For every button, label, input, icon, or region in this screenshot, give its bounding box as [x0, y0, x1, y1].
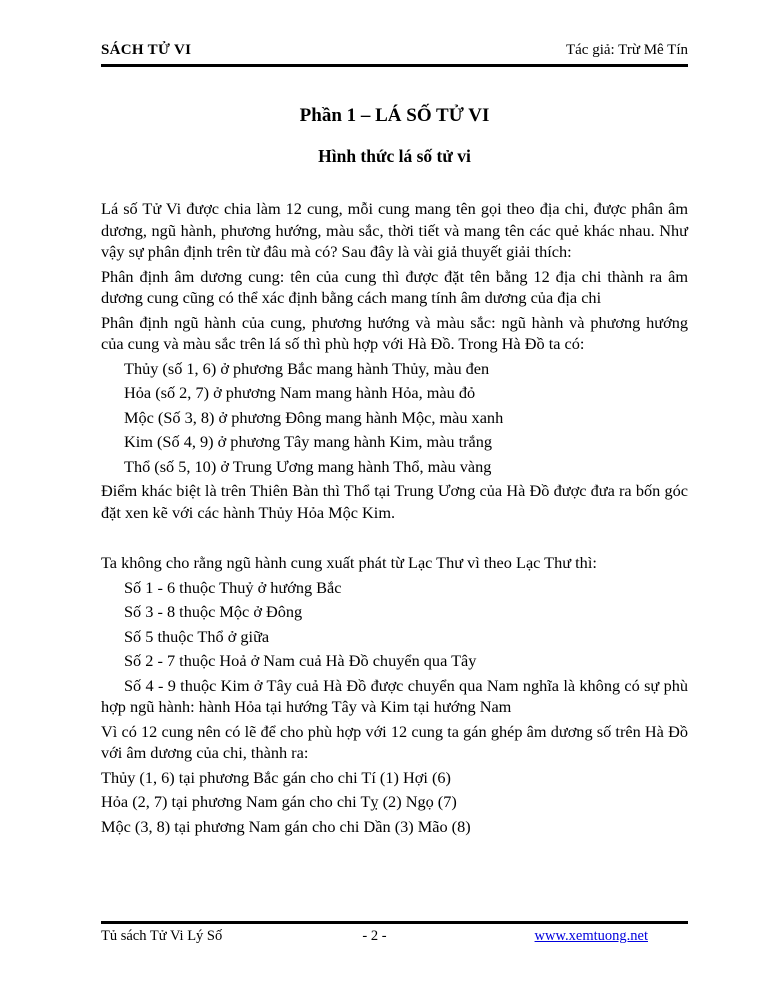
page-header: [101, 42, 688, 67]
paragraph: Điểm khác biệt là trên Thiên Bàn thì Thổ tại Trung Ương của Hà Đồ được đưa ra bốn góc đặt xen kẽ với các hành Thủy Hỏa Mộc Kim.: [101, 481, 688, 522]
paragraph: Phân định ngũ hành của cung, phương hướng và màu sắc: ngũ hành và phương hướng của cung và màu sắc trên lá số thì phù hợp với Hà Đồ. Trong Hà Đồ ta có:: [101, 312, 688, 353]
footer-link-area: [466, 928, 688, 945]
list-item: Số 1 - 6 thuộc Thuỷ ở hướng Bắc: [124, 577, 342, 597]
paragraph: Vì có 12 cung nên có lẽ để cho phù hợp với 12 cung ta gán ghép âm dương số trên Hà Đồ với âm dương của chi, thành ra:: [101, 721, 688, 762]
paragraph: Hỏa (2, 7) tại phương Nam gán cho chi Tỵ (2) Ngọ (7): [101, 792, 457, 811]
paragraph: Thủy (1, 6) tại phương Bắc gán cho chi Tí (1) Hợi (6): [101, 767, 451, 787]
list-item: Thổ (số 5, 10) ở Trung Ương mang hành Thổ, màu vàng: [124, 456, 492, 476]
list-item: Số 3 - 8 thuộc Mộc ở Đông: [124, 602, 303, 621]
paragraph: Lá số Tử Vi được chia làm 12 cung, mỗi cung mang tên gọi theo địa chi, được phân âm dương, ngũ hành, phương hướng, màu sắc, thời tiết và mang tên các quẻ khác nhau. Như vậy sự phân định trên từ đâu mà có? Sau đây là vài giả thuyết giải thích:: [101, 199, 688, 261]
book-title: SÁCH TỬ VI: [101, 42, 192, 58]
paragraph: Phân định âm dương cung: tên của cung thì được đặt tên bằng 12 địa chi thành ra âm dương cung cũng có thể xác định bằng cách mang tính âm dương của địa chi: [101, 266, 688, 307]
body-content: [101, 195, 688, 840]
section-title: Hình thức lá số tử vi: [318, 146, 471, 166]
series-title: Tủ sách Tử Vi Lý Số: [101, 928, 223, 944]
page-footer: [101, 921, 688, 945]
paragraph: Mộc (3, 8) tại phương Nam gán cho chi Dần (3) Mão (8): [101, 816, 471, 836]
website-link[interactable]: www.xemtuong.net: [534, 928, 648, 944]
list-item: Kim (Số 4, 9) ở phương Tây mang hành Kim, màu trắng: [124, 432, 493, 451]
list-item: Mộc (Số 3, 8) ở phương Đông mang hành Mộc, màu xanh: [124, 407, 504, 427]
author-credit: Tác giả: Trừ Mê Tín: [565, 42, 688, 58]
paragraph: Số 4 - 9 thuộc Kim ở Tây cuả Hà Đồ được chuyển qua Nam nghĩa là không có sự phù hợp ngũ hành: hành Hỏa tại hướng Tây và Kim tại hướng Nam: [101, 675, 688, 716]
list-item: Hỏa (số 2, 7) ở phương Nam mang hành Hỏa, màu đỏ: [124, 383, 476, 402]
list-item: Thủy (số 1, 6) ở phương Bắc mang hành Thủy, màu đen: [124, 358, 490, 378]
paragraph: Ta không cho rằng ngũ hành cung xuất phát từ Lạc Thư vì theo Lạc Thư thì:: [101, 553, 597, 572]
page-number: - 2 -: [362, 928, 387, 944]
list-item: Số 5 thuộc Thổ ở giữa: [124, 626, 270, 646]
list-item: Số 2 - 7 thuộc Hoả ở Nam cuả Hà Đồ chuyển qua Tây: [124, 651, 477, 670]
blank-line: [101, 526, 688, 549]
headings-block: [101, 103, 688, 168]
part-title: Phần 1 – LÁ SỐ TỬ VI: [299, 105, 490, 126]
